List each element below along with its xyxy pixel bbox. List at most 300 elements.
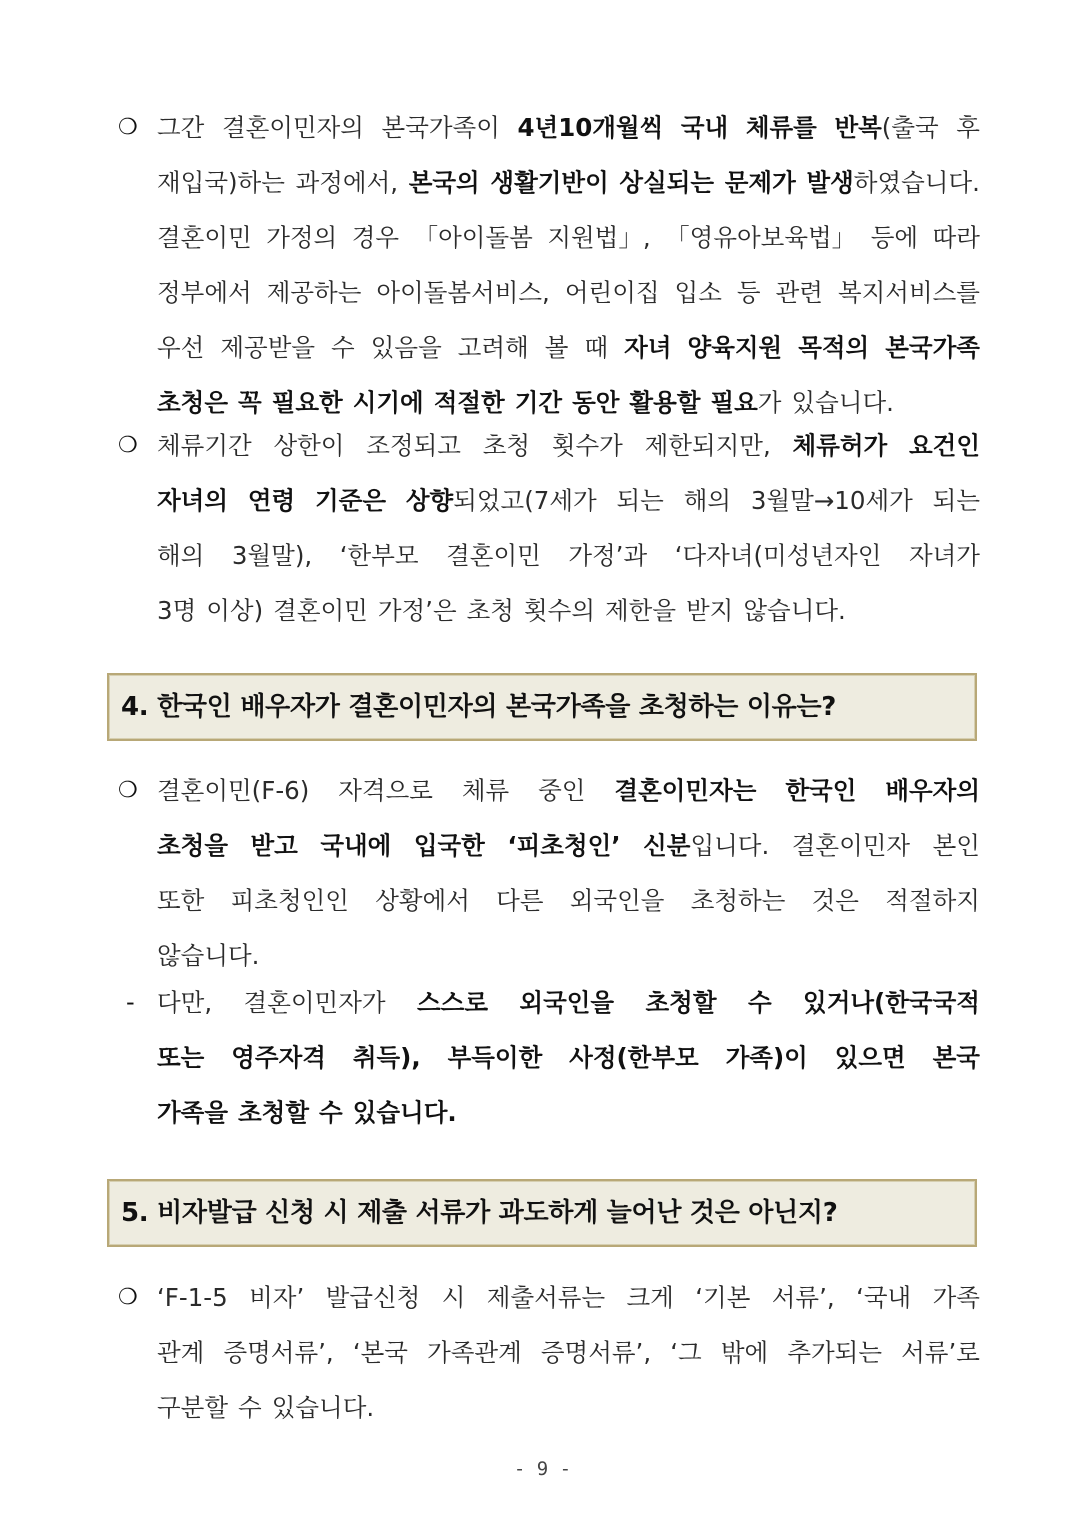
word [725,155,796,210]
paragraph-stay-limit-adjustment [118,418,980,638]
bold-text: 요건인 [908,431,980,460]
word [565,265,660,320]
text: 3명 [157,596,197,625]
text: 입소 [674,278,722,307]
text: 밖에 [720,1338,769,1367]
text: 어린이집 [564,278,660,307]
text-line [118,528,980,583]
text: 발급신청 [325,1283,421,1312]
word [157,528,204,583]
word [871,210,918,265]
bold-text: 상향 [405,486,454,515]
text: 되는 [616,486,664,515]
text: 서류’로 [901,1338,980,1367]
word [273,583,368,638]
text: 가 [757,388,782,417]
text: 서류’, [771,1283,835,1312]
word [487,1270,605,1325]
word [541,1325,651,1380]
text: 관련 [775,278,823,307]
text-line [118,1325,980,1380]
text: ‘그 [670,1338,702,1367]
text: 결혼이민 [157,223,252,252]
word [157,818,228,873]
word [746,100,817,155]
word [272,1380,374,1435]
paragraph-exception-note [118,975,980,1140]
text-line [118,100,980,155]
text: 있음을 [370,333,442,362]
word [646,975,717,1030]
word [665,210,856,265]
text: 그간 [157,113,205,142]
word [787,1325,882,1380]
text: (출국 [881,113,939,142]
word [614,763,756,818]
bold-text: 필요한 [271,388,343,417]
text: 받지 [686,596,734,625]
word [645,418,771,473]
text: 하였습니다. [853,168,980,197]
word [792,818,910,873]
text: 되는 [932,486,980,515]
text: 구분할 [157,1393,229,1422]
word [483,418,530,473]
word [273,418,344,473]
paragraph-family-stay-issue [118,100,980,430]
word [406,473,597,528]
word [695,1270,750,1325]
bold-text: 초청할 [645,988,717,1017]
word [933,473,980,528]
word [686,583,733,638]
word [748,975,772,1030]
text: 해의 [157,541,205,570]
word [266,210,337,265]
bold-text: 동안 [572,388,620,417]
text: 자녀가 [908,541,980,570]
word [545,320,569,375]
bold-text: 필요 [710,388,758,417]
word [378,583,457,638]
text: 결혼이민 [446,541,541,570]
text: 아이돌봄서비스, [376,278,550,307]
text: 결혼이민자가 [243,988,386,1017]
bold-text: 있거나(한국국적 [803,988,980,1017]
bold-text: 발생 [806,168,854,197]
text: 자격으로 [338,776,433,805]
text: 지원법」, [547,223,651,252]
word [353,1325,408,1380]
text: 체류기간 [157,431,252,460]
word [933,1270,980,1325]
text-line [118,265,980,320]
bold-text: 한국인 [785,776,857,805]
word [222,100,364,155]
bold-text: 국내 [680,113,729,142]
text: 제출서류는 [486,1283,606,1312]
text: 과정에서, [295,168,399,197]
word [338,763,433,818]
text: 적절하지 [885,886,980,915]
bold-text: 결혼이민자는 [614,776,757,805]
text: 등 [736,278,761,307]
bold-text: 가족)이 [725,1043,808,1072]
text: 본인 [932,831,980,860]
text: 가정’은 [377,596,457,625]
text: 결혼이민(F-6) [157,776,310,805]
word [806,155,979,210]
bold-text: 수 [319,1098,343,1127]
word [157,1325,204,1380]
bold-text: 기준은 [315,486,387,515]
bold-text: 연령 [247,486,296,515]
word [157,1270,228,1325]
word [538,763,585,818]
word [157,873,204,928]
text: 볼 [544,333,569,362]
word [856,1270,911,1325]
word [675,265,722,320]
word [793,418,888,473]
text: 시 [441,1283,466,1312]
word [956,100,980,155]
word [570,873,665,928]
text-line [118,320,980,375]
text: 결혼이민 [273,596,368,625]
text: 결혼이민자의 [221,113,364,142]
bold-text: 초청은 [157,388,229,417]
section-heading-5-title: 5. 비자발급 신청 시 제출 서류가 과도하게 늘어난 것은 아닌지? [121,1198,838,1228]
word [785,763,856,818]
text: 되었고(7세가 [453,486,597,515]
word [605,583,676,638]
word [248,473,295,528]
word [909,418,980,473]
word [462,763,509,818]
word [812,873,859,928]
bold-text: 신분 [643,831,691,860]
word [619,155,714,210]
bold-text: 본국의 [408,168,480,197]
bold-text: 국내에 [320,831,392,860]
text: 상한이 [273,431,345,460]
word [157,763,309,818]
bold-text: 체류를 [745,113,817,142]
text-line [118,418,980,473]
text-line [118,1270,980,1325]
circle-bullet-icon: ❍ [118,778,138,803]
text: 것은 [811,886,859,915]
text: 경우 [351,223,400,252]
text: 제공받을 [220,333,316,362]
word [675,528,882,583]
word [220,320,315,375]
bold-text: 본국 [932,1043,980,1072]
word [352,210,399,265]
text: 비자’ [249,1283,305,1312]
word [681,100,728,155]
text: 있습니다. [271,1393,375,1422]
text: 또한 [157,886,205,915]
text: 가족 [932,1283,980,1312]
word [371,320,442,375]
text: 있습니다. [791,388,894,417]
word [442,1270,466,1325]
text: 제한을 [605,596,677,625]
text: 수 [238,1393,262,1422]
bold-text: 수 [747,988,772,1017]
text: 때 [584,333,609,362]
text: ‘국내 [856,1283,912,1312]
word [157,1380,228,1435]
word [157,155,285,210]
circle-bullet-icon: ❍ [118,115,138,140]
word [933,1030,980,1085]
text: 3월말→10세가 [750,486,913,515]
text: 크게 [626,1283,674,1312]
word [157,210,252,265]
word [157,975,212,1030]
text: 본국가족이 [381,113,500,142]
word [627,1270,674,1325]
word [517,100,663,155]
text: 결혼이민자 [791,831,911,860]
word [737,265,761,320]
word [901,1325,980,1380]
text: 우선 [157,333,205,362]
text: 추가되는 [787,1338,882,1367]
text: ‘F-1-5 [157,1283,228,1312]
word [157,1030,204,1085]
word [547,210,650,265]
bold-text: 활용할 [629,388,701,417]
bold-text: 또는 [157,1043,205,1072]
bold-text: 초청을 [157,831,229,860]
word [834,100,938,155]
text: 않습니다. [157,941,260,970]
bold-text: 가족을 [157,1098,229,1127]
circle-bullet-icon: ❍ [118,433,138,458]
text: 않습니다. [743,596,846,625]
word [232,528,312,583]
word [909,528,980,583]
section-heading-4-title: 4. 한국인 배우자가 결혼이민자의 본국가족을 초청하는 이유는? [121,692,837,722]
word [331,320,355,375]
text: ‘한부모 [339,541,419,570]
word [524,583,595,638]
bold-text: 기간 [514,388,563,417]
word [244,975,386,1030]
word [414,818,485,873]
word [249,1270,304,1325]
word [552,418,623,473]
word [885,873,980,928]
text: 가정의 [266,223,338,252]
text: 입니다. [690,831,770,860]
word [157,418,252,473]
text: 재입국)하는 [157,168,285,197]
word [933,818,980,873]
bold-text: ‘피초청인’ [507,831,621,860]
word [326,1270,421,1325]
text-line [118,583,980,638]
text: 증명서류’, [223,1338,334,1367]
word [267,265,362,320]
bold-text: 입국한 [413,831,485,860]
text-line [118,763,980,818]
text: 횟수의 [523,596,595,625]
section-heading-5 [107,1179,977,1247]
text: 외국인을 [569,886,665,915]
text: 제한되지만, [644,431,771,460]
word [617,473,664,528]
word [507,818,620,873]
text: 가정’과 [568,541,648,570]
word [315,473,386,528]
word [751,473,913,528]
word [458,320,529,375]
word [885,320,980,375]
word [417,975,488,1030]
word [519,975,614,1030]
word [409,155,480,210]
word [238,1085,309,1140]
section-heading-4 [107,673,977,741]
word [584,320,608,375]
word [691,873,786,928]
text: 체류 [461,776,510,805]
bold-text: 목적의 [798,333,870,362]
word [157,1085,228,1140]
text-line [118,210,980,265]
word [670,1325,701,1380]
text: 다른 [496,886,544,915]
text: 해의 [683,486,732,515]
text: 정부에서 [157,278,252,307]
word [933,210,980,265]
bold-text: 자녀 [624,333,672,362]
text: 복지서비스를 [837,278,980,307]
paragraph-invitee-status [118,763,980,983]
text-line [118,873,980,928]
word [496,873,543,928]
word [157,265,252,320]
bold-text: 영주자격 [231,1043,326,1072]
bold-text: 반복 [834,113,882,142]
word [382,100,500,155]
word [366,418,461,473]
text: 이상) [206,596,264,625]
dash-bullet-icon: - [126,988,135,1016]
text-line [118,1030,980,1085]
text: 따라 [932,223,980,252]
text: 수 [331,333,355,362]
word [743,583,845,638]
bold-text: 자녀의 [157,486,229,515]
text-line [118,818,980,873]
word [375,873,470,928]
bold-text: 시기에 [352,388,424,417]
text: ‘다자녀(미성년자인 [674,541,882,570]
text: 「아이돌봄 [413,223,533,252]
bold-text: 양육지원 [687,333,783,362]
word [231,873,349,928]
bold-text: 배우자의 [885,776,980,805]
word [835,1030,906,1085]
word [448,1030,543,1085]
word [340,528,419,583]
bold-text: 체류허가 [792,431,888,460]
word [157,473,228,528]
word [684,473,731,528]
word [776,265,823,320]
word [569,1030,699,1085]
word [446,528,541,583]
bold-text: 있습니다. [352,1098,457,1127]
text-line [118,975,980,1030]
word [206,583,263,638]
text: 상황에서 [375,886,470,915]
bold-text: 있으면 [834,1043,906,1072]
text: ‘본국 [352,1338,408,1367]
text: 증명서류’, [540,1338,652,1367]
text: 관계 [157,1338,205,1367]
word [320,818,391,873]
text: 3월말), [231,541,313,570]
text: 횟수가 [551,431,623,460]
text-line [118,473,980,528]
bold-text: 받고 [250,831,298,860]
word [157,100,204,155]
text: 피초청인인 [230,886,349,915]
text-line [118,155,980,210]
word [376,265,549,320]
paragraph-required-documents [118,1270,980,1435]
word [624,320,671,375]
word [238,1380,262,1435]
bold-text: 부득이한 [447,1043,543,1072]
word [568,528,647,583]
word [251,818,298,873]
text: 중인 [538,776,586,805]
text: 조정되고 [366,431,461,460]
word [157,320,204,375]
word [414,210,533,265]
bold-text: 문제가 [724,168,796,197]
word [296,155,398,210]
word [803,975,980,1030]
text-line [118,1380,980,1435]
word [838,265,980,320]
text: ‘기본 [695,1283,751,1312]
text: 초청하는 [690,886,786,915]
text: 제공하는 [266,278,362,307]
bold-text: 사정(한부모 [569,1043,699,1072]
word [490,155,608,210]
word [231,1030,326,1085]
circle-bullet-icon: ❍ [118,1285,138,1310]
text: 초청 [466,596,514,625]
text: 다만, [157,988,213,1017]
page-number: - 9 - [513,1458,572,1480]
word [688,320,783,375]
bold-text: 스스로 [416,988,488,1017]
word [772,1270,835,1325]
word [353,1030,421,1085]
text: 후 [956,113,980,142]
text: 「영유아보육법」 [665,223,857,252]
